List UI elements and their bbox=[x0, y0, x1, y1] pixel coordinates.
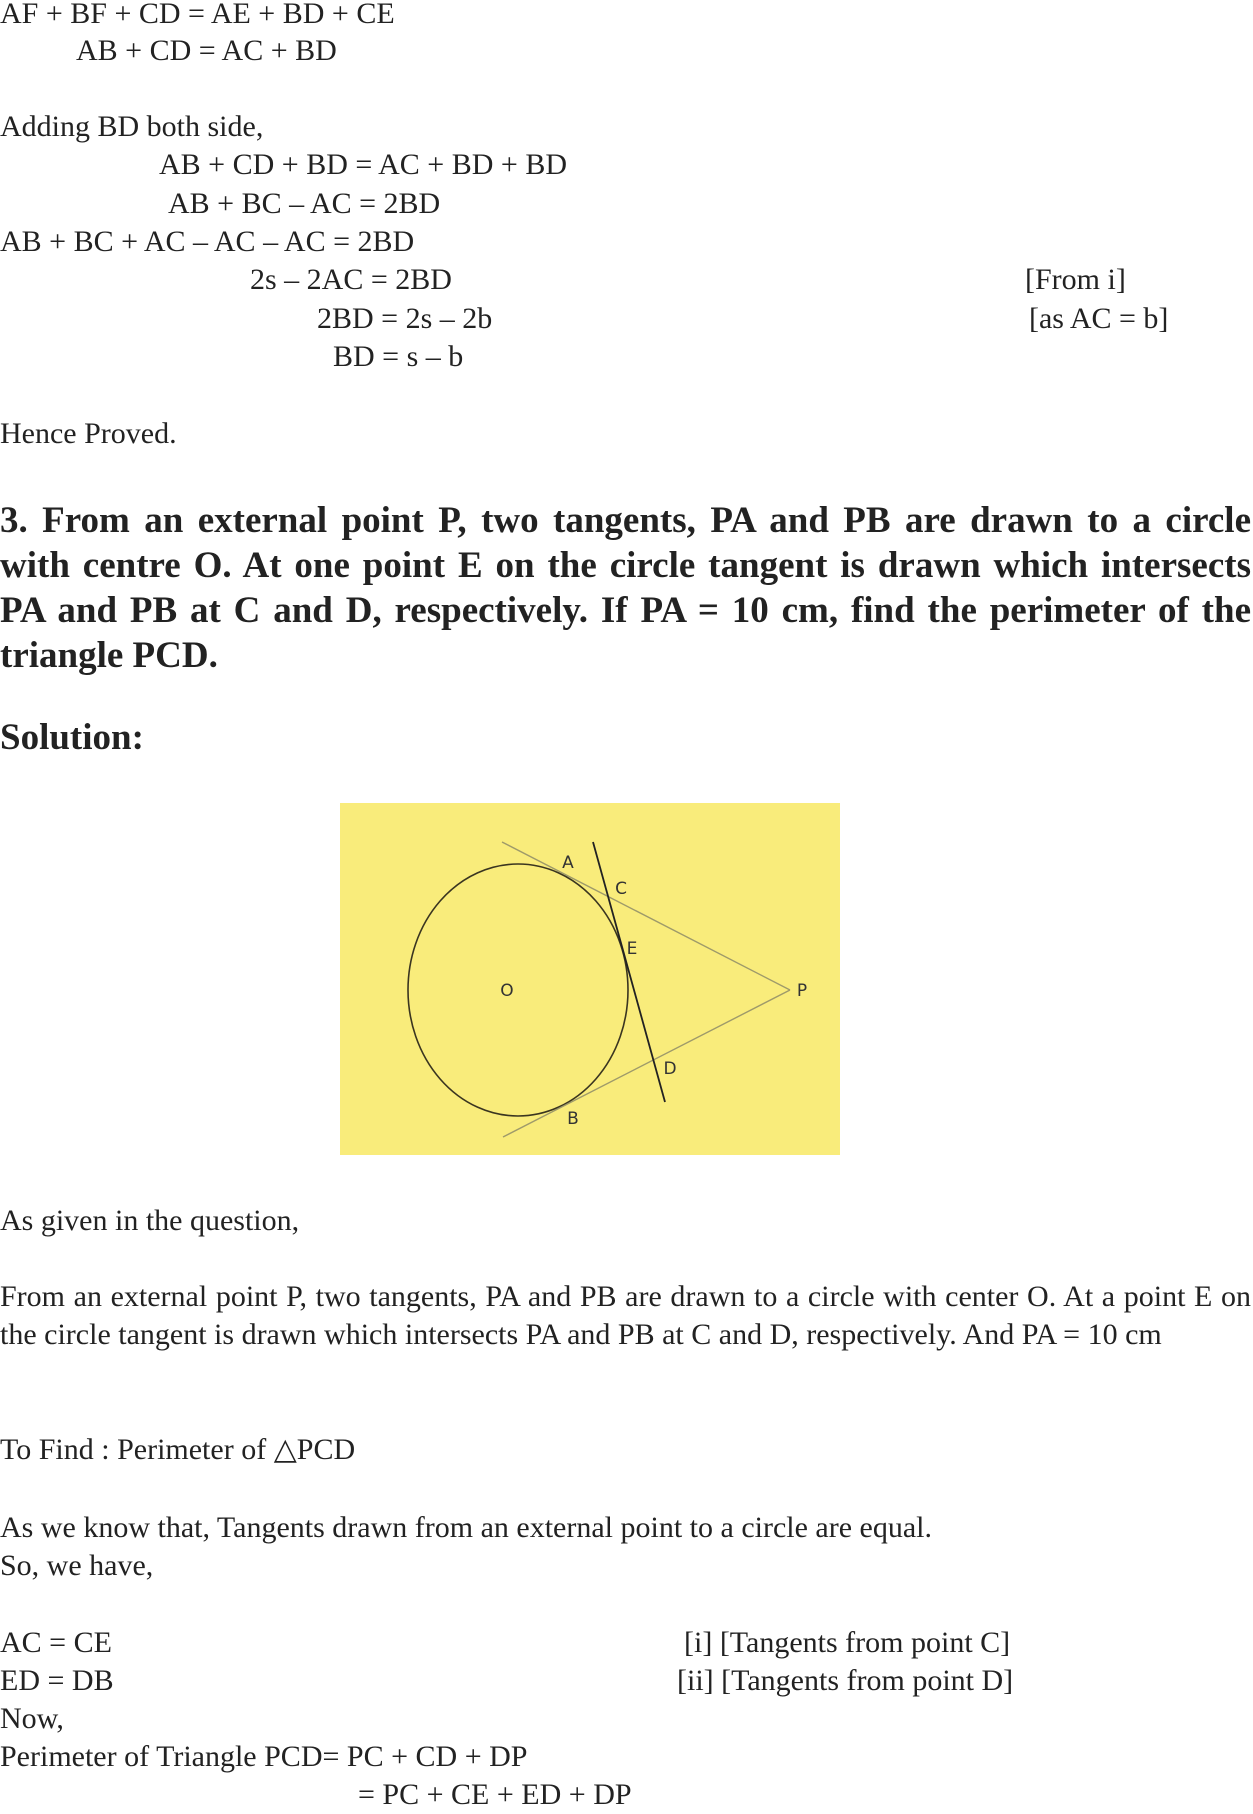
text-line: As given in the question, bbox=[0, 1204, 300, 1237]
label-p: P bbox=[796, 981, 808, 1001]
label-b: B bbox=[567, 1109, 579, 1129]
equation-note: [i] [Tangents from point C] bbox=[684, 1626, 1011, 1659]
solution-heading: Solution: bbox=[0, 717, 144, 758]
equation-line: = PC + CE + ED + DP bbox=[358, 1778, 632, 1811]
equation-line: AF + BF + CD = AE + BD + CE bbox=[0, 0, 395, 30]
equation-line: AB + CD = AC + BD bbox=[76, 34, 337, 67]
to-find: To Find : Perimeter of △PCD bbox=[0, 1433, 356, 1466]
equation-note: [as AC = b] bbox=[1029, 302, 1169, 335]
equation-line: ED = DB bbox=[0, 1664, 114, 1697]
equation-note: [From i] bbox=[1025, 263, 1126, 296]
equation-line: AC = CE bbox=[0, 1626, 112, 1659]
label-d: D bbox=[663, 1059, 677, 1079]
diagram-background bbox=[340, 803, 840, 1155]
text-line: Now, bbox=[0, 1702, 64, 1735]
equation-line: AB + CD + BD = AC + BD + BD bbox=[159, 148, 567, 181]
equation-line: 2BD = 2s – 2b bbox=[317, 302, 493, 335]
equation-line: BD = s – b bbox=[333, 340, 464, 373]
hence-proved: Hence Proved. bbox=[0, 417, 177, 450]
tangent-diagram bbox=[340, 803, 840, 1155]
given-paragraph: From an external point P, two tangents, PA and PB are drawn to a circle with center O. At a point E on the circle tangent is drawn which intersects PA and PB at C and D, respectively. And PA = 10 cm bbox=[0, 1280, 1251, 1351]
question-3: 3. From an external point P, two tangents, PA and PB are drawn to a circle with centre O. At one point E on the circle tangent is drawn which intersects PA and PB at C and D, respectively. If PA = 10 cm, find the perimeter of the triangle PCD. bbox=[0, 500, 1251, 676]
label-a: A bbox=[562, 853, 574, 873]
equation-line: AB + BC – AC = 2BD bbox=[168, 187, 441, 220]
label-c: C bbox=[615, 879, 627, 899]
equation-note: [ii] [Tangents from point D] bbox=[677, 1664, 1014, 1697]
equation-line: 2s – 2AC = 2BD bbox=[250, 263, 452, 296]
label-o: O bbox=[500, 981, 514, 1001]
label-e: E bbox=[626, 939, 638, 959]
text-line: As we know that, Tangents drawn from an external point to a circle are equal. bbox=[0, 1511, 933, 1544]
text-line: So, we have, bbox=[0, 1549, 154, 1582]
text-line: Adding BD both side, bbox=[0, 110, 264, 143]
equation-line: Perimeter of Triangle PCD= PC + CD + DP bbox=[0, 1740, 528, 1773]
equation-line: AB + BC + AC – AC – AC = 2BD bbox=[0, 225, 415, 258]
